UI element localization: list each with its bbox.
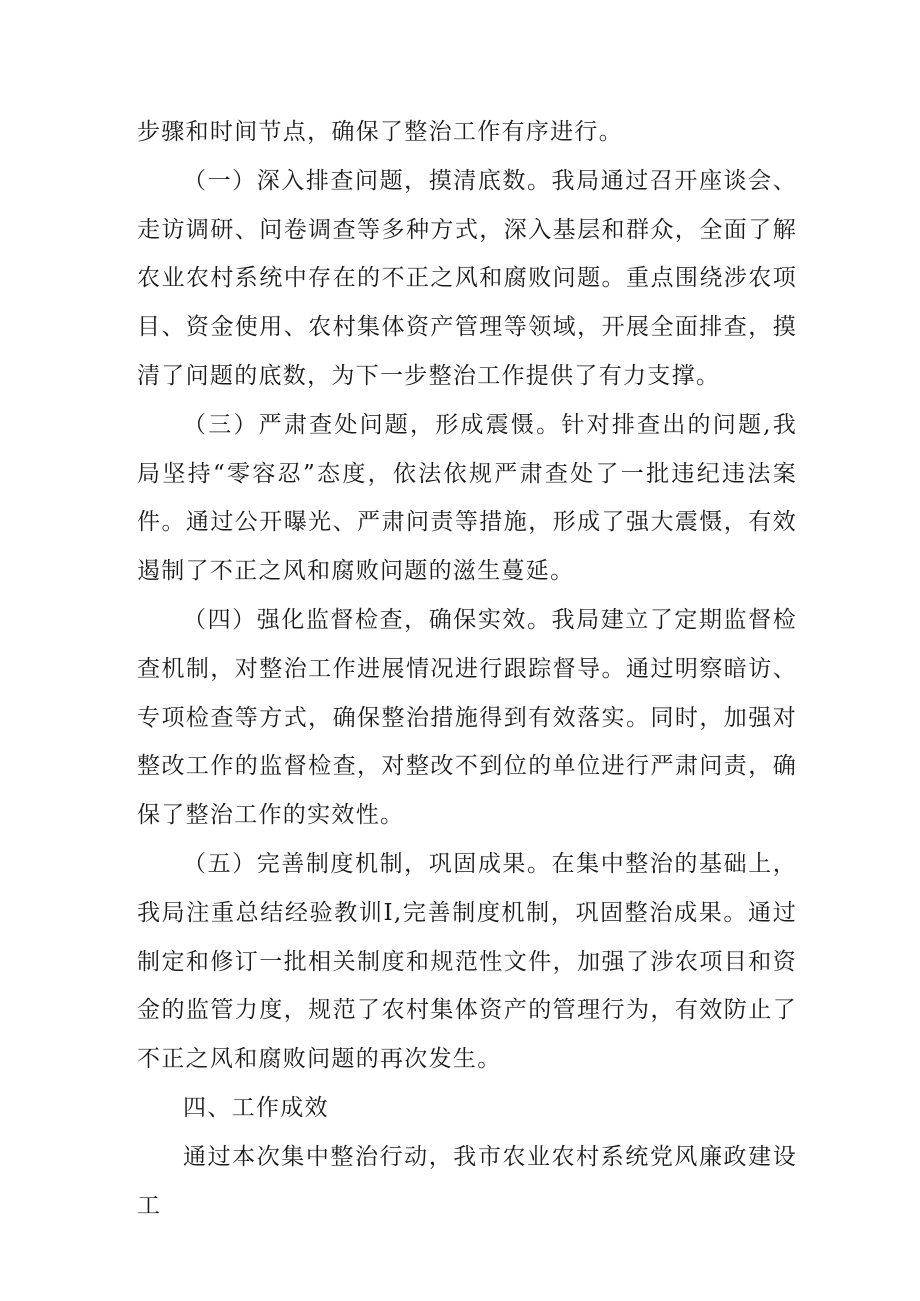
paragraph-improve-mechanisms: （五）完善制度机制，巩固成果。在集中整治的基础上，我局注重总结经验教训I,完善制度机制，巩固整治成果。通过制定和修订一批相关制度和规范性文件，加强了涉农项目和资金的监管力度，规范了农村集体资产的管理行为，有效防止了不正之风和腐败问题的再次发生。	[137, 850, 797, 1073]
section-heading: 四、工作成效	[183, 1094, 329, 1121]
paragraph-investigate-problems: （一）深入排查问题，摸清底数。我局通过召开座谈会、走访调研、问卷调查等多种方式，深入基层和群众，全面了解农业农村系统中存在的不正之风和腐败问题。重点围绕涉农项目、资金使用、农村集体资产管理等领域，开展全面排查，摸清了问题的底数，为下一步整治工作提供了有力支撑。	[137, 167, 797, 389]
paragraph-punish-problems: （三）严肃查处问题，形成震慑。针对排查出的问题,我局坚持“零容忍”态度，依法依规严肃查处了一批违纪违法案件。通过公开曝光、严肃问责等措施，形成了强大震慑，有效遏制了不正之风和腐败问题的滋生蔓延。	[137, 411, 797, 585]
paragraph-results-intro: 通过本次集中整治行动，我市农业农村系统党风廉政建设工	[137, 1143, 797, 1219]
document-body	[137, 108, 797, 1230]
paragraph-strengthen-supervision: （四）强化监督检查，确保实效。我局建立了定期监督检查机制，对整治工作进展情况进行跟踪督导。通过明察暗访、专项检查等方式，确保整治措施得到有效落实。同时，加强对整改工作的监督检查，对整改不到位的单位进行严肃问责，确保了整治工作的实效性。	[137, 606, 797, 829]
paragraph-continuation: 步骤和时间节点，确保了整治工作有序进行。	[137, 119, 623, 145]
